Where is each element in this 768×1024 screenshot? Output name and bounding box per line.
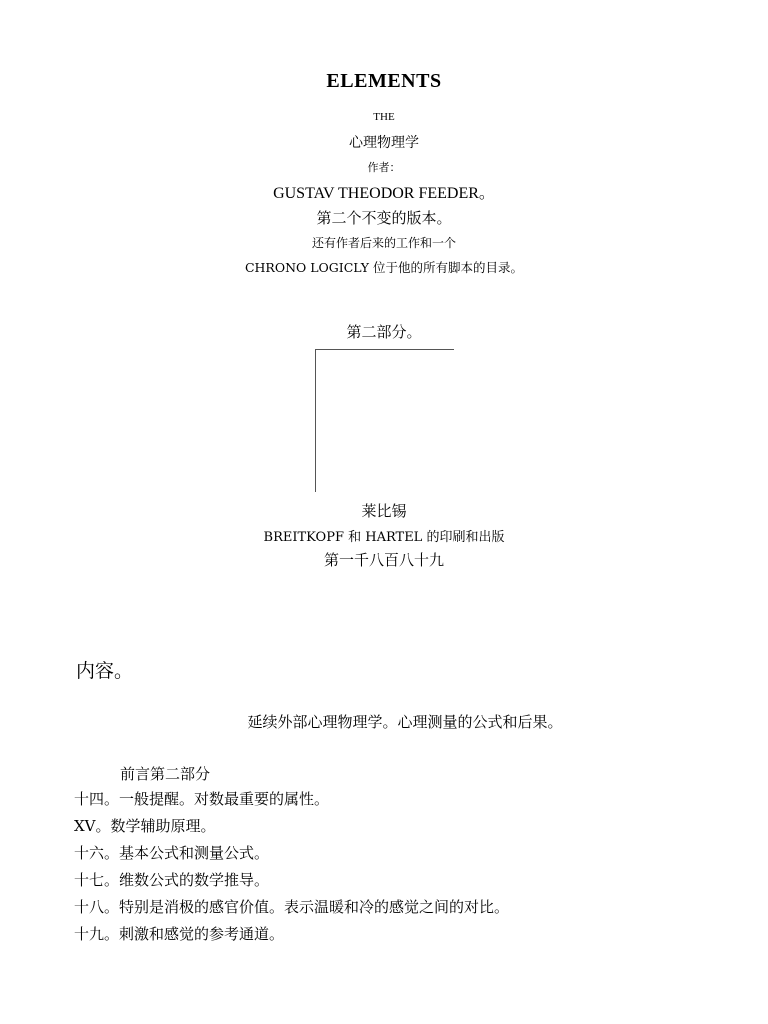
preface-entry: 前言第二部分 — [120, 765, 211, 783]
byline: 作者： — [367, 161, 401, 174]
publisher-line: BREITKOPF 和 HARTEL 的印刷和出版 — [263, 530, 505, 545]
contents-heading: 内容。 — [76, 660, 134, 682]
article-the: THE — [373, 111, 395, 123]
toc-item: 十八。特别是消极的感官价值。表示温暖和冷的感觉之间的对比。 — [74, 898, 510, 916]
toc-item: 十七。维数公式的数学推导。 — [74, 871, 270, 889]
author-name: GUSTAV THEODOR FEEDER。 — [273, 185, 495, 202]
contents-continuation: 延续外部心理物理学。心理测量的公式和后果。 — [247, 713, 563, 731]
part-label: 第二部分。 — [346, 323, 422, 341]
publication-year: 第一千八百八十九 — [323, 551, 444, 569]
supplement-note-line1: 还有作者后来的工作和一个 — [311, 236, 456, 250]
publication-place: 莱比锡 — [361, 502, 407, 520]
book-title: ELEMENTS — [326, 70, 442, 92]
supplement-note-line2: CHRONO LOGICLY 位于他的所有脚本的目录。 — [244, 260, 524, 275]
table-of-contents — [74, 789, 509, 951]
toc-item: 十四。一般提醒。对数最重要的属性。 — [74, 790, 330, 808]
decorative-bracket — [315, 349, 454, 492]
book-subject: 心理物理学 — [349, 135, 419, 151]
toc-item: XV。数学辅助原理。 — [74, 817, 216, 835]
toc-item: 十九。刺激和感觉的参考通道。 — [74, 925, 285, 943]
edition-statement: 第二个不变的版本。 — [316, 209, 452, 227]
toc-item: 十六。基本公式和测量公式。 — [74, 844, 270, 862]
